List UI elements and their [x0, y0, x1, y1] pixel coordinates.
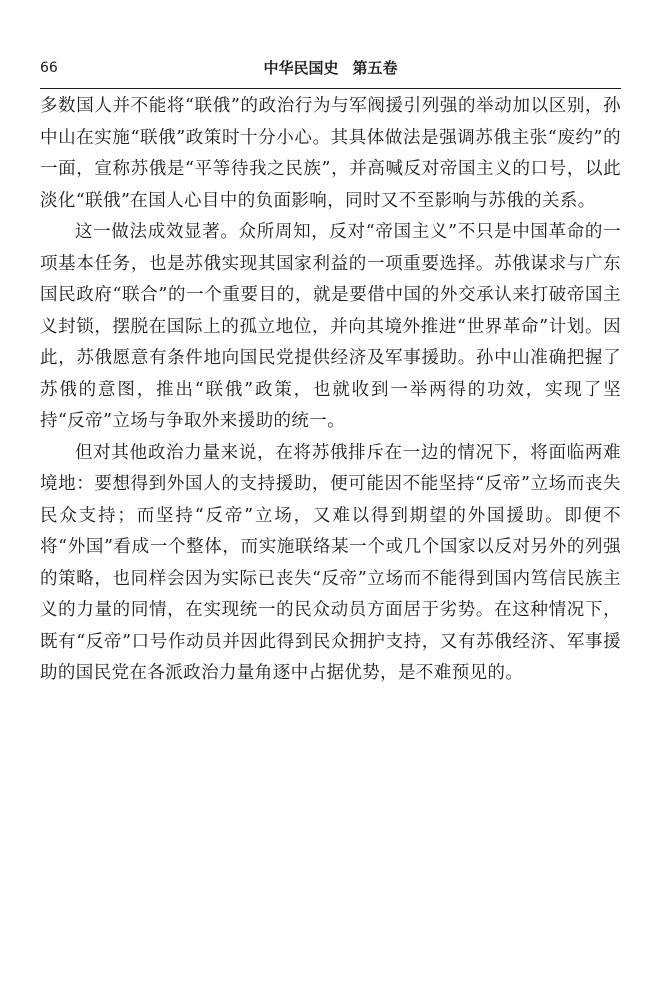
book-title: 中华民国史 [263, 59, 339, 77]
running-head [40, 57, 621, 79]
body-text [40, 91, 621, 690]
header-rule [40, 88, 621, 89]
paragraph: 这一做法成效显著。众所周知，反对“帝国主义”不只是中国革命的一项基本任务，也是苏俄实现其国家利益的一项重要选择。苏俄谋求与广东国民政府“联合”的一个重要目的，就是要借中国的外交承认来打破帝国主义封锁，摆脱在国际上的孤立地位，并向其境外推进“世界革命”计划。因此，苏俄愿意有条件地向国民党提供经济及军事援助。孙中山准确把握了苏俄的意图，推出“联俄”政策，也就收到一举两得的功效，实现了坚持“反帝”立场与争取外来援助的统一。 [40, 222, 621, 431]
page-header [40, 57, 621, 89]
volume-label: 第五卷 [352, 59, 398, 77]
page-number: 66 [40, 60, 58, 76]
paragraph: 但对其他政治力量来说，在将苏俄排斥在一边的情况下，将面临两难境地：要想得到外国人的支持援助，便可能因不能坚持“反帝”立场而丧失民众支持；而坚持“反帝”立场，又难以得到期望的外国援助。即便不将“外国”看成一个整体，而实施联络某一个或几个国家以反对另外的列强的策略，也同样会因为实际已丧失“反帝”立场而不能得到国内笃信民族主义的力量的同情，在实现统一的民众动员方面居于劣势。在这种情况下，既有“反帝”口号作动员并因此得到民众拥护支持，又有苏俄经济、军事援助的国民党在各派政治力量角逐中占据优势，是不难预见的。 [40, 442, 621, 683]
paragraph-continued: 多数国人并不能将“联俄”的政治行为与军阀援引列强的举动加以区别，孙中山在实施“联俄”政策时十分小心。其具体做法是强调苏俄主张“废约”的一面，宣称苏俄是“平等待我之民族”，并高喊反对帝国主义的口号，以此淡化“联俄”在国人心目中的负面影响，同时又不至影响与苏俄的关系。 [40, 96, 621, 211]
